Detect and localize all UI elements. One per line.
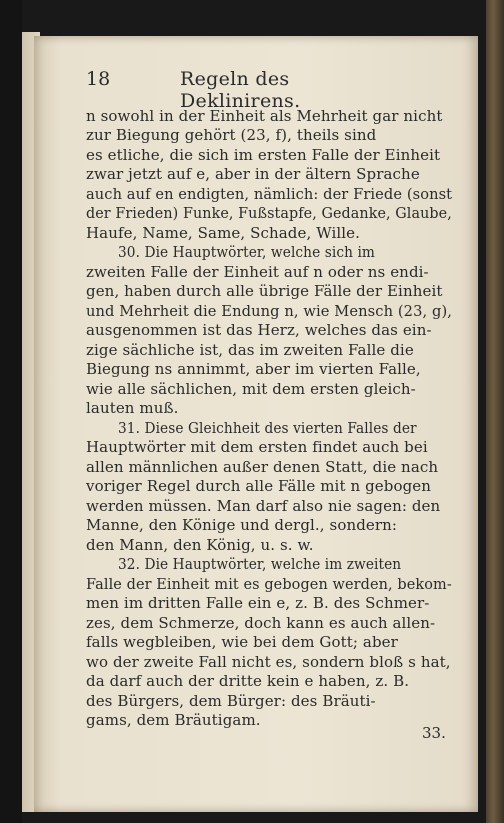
text-line: zige sächliche ist, das im zweiten Falle die — [86, 341, 414, 359]
catchword: 33. — [422, 724, 446, 742]
book-cover-right — [486, 0, 504, 823]
page-number: 18 — [86, 68, 111, 90]
text-line: zur Biegung gehört (23, f), theils sind — [86, 126, 377, 144]
text-line: lauten muß. — [86, 399, 179, 417]
text-line: ausgenommen ist das Herz, welches das ein- — [86, 321, 432, 339]
text-line: 31. Diese Gleichheit des vierten Falles der — [118, 419, 417, 437]
text-line: falls wegbleiben, wie bei dem Gott; aber — [86, 633, 398, 651]
text-line: des Bürgers, dem Bürger: des Bräuti- — [86, 692, 376, 710]
text-line: Manne, den Königе und dergl., sondern: — [86, 516, 398, 534]
text-line: zweiten Falle der Einheit auf n oder ns endi- — [86, 263, 429, 281]
text-line: es etliche, die sich im ersten Falle der Einheit — [86, 146, 441, 164]
text-line: Hauptwörter mit dem ersten findet auch bei — [86, 438, 428, 456]
text-line: voriger Regel durch alle Fälle mit n gebogen — [86, 477, 432, 495]
text-line: n sowohl in der Einheit als Mehrheit gar nicht — [86, 107, 443, 125]
text-line: und Mehrheit die Endung n, wie Mensch (23, g), — [86, 302, 453, 320]
text-line: wie alle sächlichen, mit dem ersten gleich- — [86, 380, 416, 398]
text-line: Biegung ns annimmt, aber im vierten Falle, — [86, 360, 421, 378]
text-line: auch auf en endigten, nämlich: der Friede (sonst — [86, 185, 453, 203]
page-header — [86, 68, 416, 112]
text-line: wo der zweite Fall nicht es, sondern bloß s hat, — [86, 653, 451, 671]
text-line: Falle der Einheit mit es gebogen werden, bekom- — [86, 575, 452, 593]
text-line: gen, haben durch alle übrige Fälle der Einheit — [86, 282, 443, 300]
text-line: gams, dem Bräutigam. — [86, 711, 261, 729]
book-cover-left — [0, 0, 22, 823]
text-line: zwar jetzt auf e, aber in der ältern Sprache — [86, 165, 420, 183]
text-line: men im dritten Falle ein e, z. B. des Schmer- — [86, 594, 430, 612]
text-line: allen männlichen außer denen Statt, die nach — [86, 458, 439, 476]
text-line: den Mann, den König, u. s. w. — [86, 536, 314, 554]
text-line: Haufe, Name, Same, Schade, Wille. — [86, 224, 360, 242]
running-head: Regeln des Deklinirens. — [180, 68, 301, 112]
text-line: zes, dem Schmerze, doch kann es auch allen- — [86, 614, 436, 632]
text-line: 32. Die Hauptwörter, welche im zweiten — [118, 555, 402, 573]
text-line: da darf auch der dritte kein e haben, z. B. — [86, 672, 410, 690]
text-line: der Frieden) Funke, Fußstapfe, Gedanke, Glaube, — [86, 204, 452, 222]
text-line: werden müssen. Man darf also nie sagen: den — [86, 497, 441, 515]
text-line: 30. Die Hauptwörter, welche sich im — [118, 243, 375, 261]
